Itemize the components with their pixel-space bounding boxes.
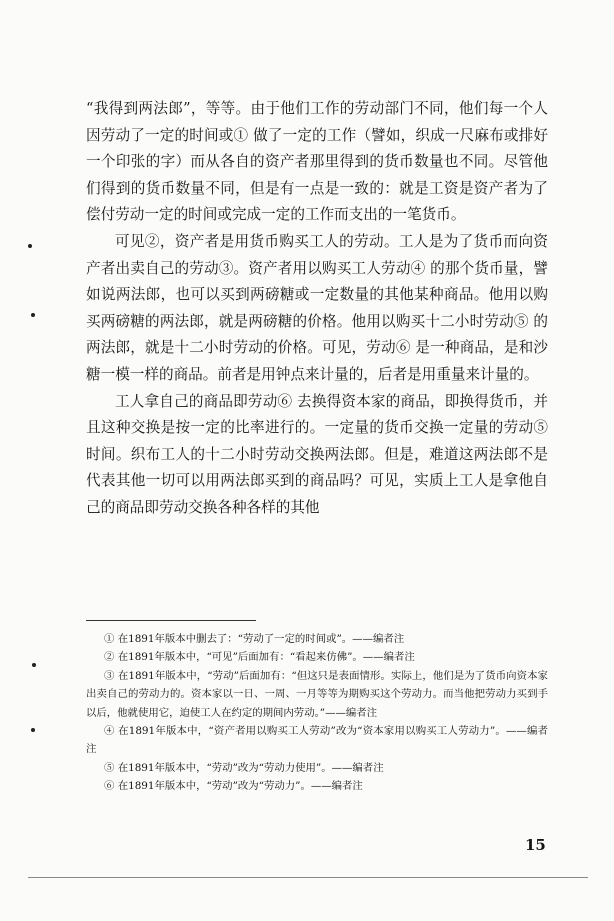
footnote-6: ⑥ 在1891年版本中，“劳动”改为“劳动力”。——编者注 bbox=[104, 780, 363, 793]
page-number: 15 bbox=[525, 836, 546, 854]
paragraph-1: “我得到两法郎”，等等。由于他们工作的劳动部门不同，他们每一个人因劳动了一定的时间或① 做了一定的工作（譬如，织成一尺麻布或排好一个印张的字）而从各自的资产者那里得到的货币数量也不同。尽管他们得到的货币数量不同，但是有一点是一致的：就是工资是资产者为了偿付劳动一定的时间或完成一定的工作而支出的一笔货币。 bbox=[86, 100, 548, 224]
main-text bbox=[86, 96, 548, 522]
scan-edge-line bbox=[28, 877, 588, 878]
margin-dot bbox=[32, 663, 36, 667]
footnotes bbox=[86, 630, 548, 796]
paragraph-2: 可见②，资产者是用货币购买工人的劳动。工人是为了货币而向资产者出卖自己的劳动③。资产者用以购买工人劳动④ 的那个货币量，譬如说两法郎，也可以买到两磅糖或一定数量的其他某种商品。他用以购买两磅糖的两法郎，就是两磅糖的价格。他用以购买十二小时劳动⑤ 的两法郎，就是十二小时劳动的价格。可见，劳动⑥ 是一种商品，是和沙糖一模一样的商品。前者是用钟点来计量的，后者是用重量来计量的。 bbox=[86, 232, 548, 383]
footnote-divider bbox=[86, 620, 256, 621]
footnote-1: ① 在1891年版本中删去了：“劳动了一定的时间或”。——编者注 bbox=[104, 633, 405, 645]
footnote-2: ② 在1891年版本中，“可见”后面加有：“看起来仿佛”。——编者注 bbox=[104, 651, 415, 664]
footnote-3: ③ 在1891年版本中，“劳动”后面加有：“但这只是表面情形。实际上，他们是为了货币向资本家出卖自己的劳动力的。资本家以一日、一周、一月等等为期购买这个劳动力。而当他把劳动力买到手以后，他就使用它，迫使工人在约定的期间内劳动。”——编者注 bbox=[86, 669, 548, 719]
footnote-4: ④ 在1891年版本中，“资产者用以购买工人劳动”改为“资本家用以购买工人劳动力”。——编者注 bbox=[86, 725, 548, 756]
footnote-5: ⑤ 在1891年版本中，“劳动”改为“劳动力使用”。——编者注 bbox=[104, 761, 384, 774]
margin-dot bbox=[31, 313, 35, 317]
margin-dot bbox=[28, 244, 32, 248]
margin-dot bbox=[31, 728, 35, 732]
paragraph-3: 工人拿自己的商品即劳动⑥ 去换得资本家的商品，即换得货币，并且这种交换是按一定的比率进行的。一定量的货币交换一定量的劳动⑤ 时间。织布工人的十二小时劳动交换两法郎。但是，难道这两法郎不是代表其他一切可以用两法郎买到的商品吗？可见，实质上工人是拿他自己的商品即劳动交换各种各样的其他 bbox=[86, 392, 548, 516]
